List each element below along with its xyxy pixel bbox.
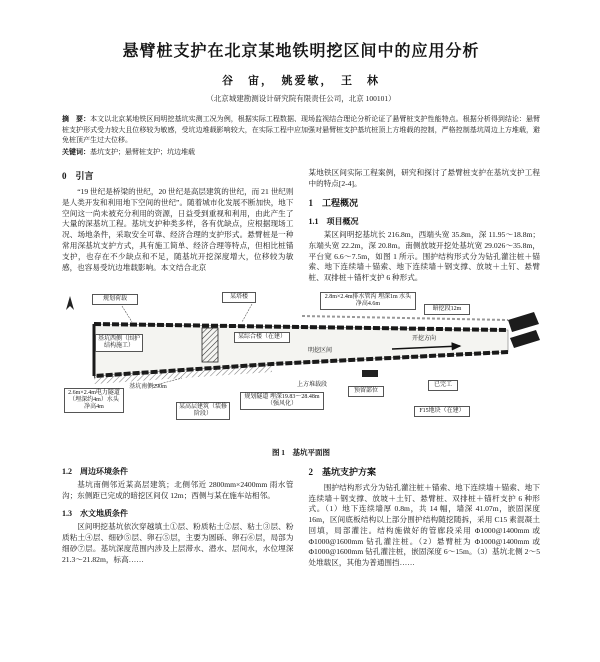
bottom-columns bbox=[62, 466, 540, 569]
fig-label-open-cut-section: 明挖区间 bbox=[307, 347, 332, 354]
authors-line: 谷 宙， 姚爱敏， 王 林 bbox=[222, 75, 380, 87]
left-column bbox=[62, 168, 294, 284]
fig-label-highrise: 某高层建筑（装修阶段） bbox=[176, 402, 230, 420]
abstract-label: 摘 要： bbox=[62, 115, 91, 123]
page-title: 悬臂桩支护在北京某地铁明挖区间中的应用分析 bbox=[122, 43, 480, 60]
intro-paragraph: “19 世纪是桥梁的世纪，20 世纪是高层建筑的世纪，而 21 世纪则是人类开发和利用地下空间的世纪”。随着城市化发展不断加快，地下空间这一尚未被充分利用的资源，日益受到重视和利用，由此产生了大量的深基坑工程。基坑支护种类多样，各有优缺点，应根据现场工况、场地条件，采取安全可靠、经济合理的支护形式。悬臂桩是一种常用深基坑支护方式，具有施工简单、经济合理等特点，但相比桩锚支护，也存在不少缺点和不足，随基坑开挖深度增大，位移较为敏感，也容易受坑边堆载影响。本文结合北京 bbox=[62, 187, 294, 272]
fig-label-f15-plot: F15地块（在建） bbox=[414, 406, 470, 417]
affiliation-line: （北京城建勘测设计研究院有限责任公司，北京 100101） bbox=[206, 94, 396, 103]
fig-label-complex-building: 某综合楼（在建） bbox=[234, 332, 290, 343]
fig-label-tower: 某塔楼 bbox=[222, 292, 256, 303]
keywords-block bbox=[62, 147, 540, 158]
keywords-text: 基坑支护；悬臂桩支护；坑边堆载 bbox=[90, 147, 195, 156]
right-column bbox=[309, 168, 541, 284]
surroundings-paragraph: 基坑南侧邻近某高层建筑；北侧邻近 2800mm×2400mm 雨水管沟；东侧距已完成的暗挖区间仅 12m；西侧与某在施车站相邻。 bbox=[62, 480, 294, 501]
fig-label-surcharge-zone: 上方堆载段 bbox=[296, 381, 327, 388]
fig-label-storm-drain: 2.8m×2.4m排水管沟 埋深1m 水头净高4.6m bbox=[320, 292, 416, 310]
section-1-2-heading: 1.2 周边环境条件 bbox=[62, 466, 128, 476]
figure-1-caption: 图 1 基坑平面图 bbox=[271, 447, 331, 457]
fig-label-power-tunnel: 2.6m×2.4m电力隧道（埋深约4m）水头净高4m bbox=[64, 388, 124, 413]
north-arrow-icon bbox=[66, 296, 74, 310]
fig-label-reserved-part: 预留部位 bbox=[348, 386, 384, 397]
fig-label-completed: 已完工 bbox=[428, 380, 458, 391]
fig-label-west-side: 基坑西侧（围护结构施工） bbox=[95, 334, 143, 352]
intro-continuation: 某地铁区间实际工程案例，研究和探讨了悬臂桩支护在基坑支护工程中的特点[2-4]。 bbox=[308, 168, 540, 189]
fig-label-south-side: 基坑南侧290m bbox=[129, 383, 167, 390]
project-overview-paragraph: 某区间明挖基坑长 216.8m，西端头宽 35.8m，深 11.95～18.8m；东端头宽 22.2m，深 20.8m。南侧放坡开挖处基坑宽 29.026～35.8m，平台宽 6.6～7.5m，如图 1 所示。围护结构形式分为钻孔灌注桩＋锚索、地下连续墙＋锚索、地下连续墙＋钢支撑、放坡＋土钉、悬臂桩、双排桩＋锚杆支护 6 种形式。 bbox=[308, 230, 540, 283]
section-0-heading: 0 引言 bbox=[62, 171, 94, 182]
abstract-block bbox=[62, 114, 540, 146]
section-1-heading: 1 工程概况 bbox=[308, 197, 359, 208]
bottom-right-column bbox=[309, 466, 541, 569]
figure-1-site-plan bbox=[62, 292, 540, 444]
abstract-text: 本文以北京某地铁区间明挖基坑实测工况为例，根据实际工程数据、现场监视结合理论分析论证了悬臂桩支护性能特点。根据分析得到结论：悬臂桩支护形式受力较大且位移较为敏感，受坑边堆载影响较大，在实际工程中应加强对悬臂桩支护基坑桩顶上方堆载的控制，严格控制基坑周边上方堆载，避免桩顶产生过大位移。 bbox=[62, 115, 541, 145]
fig-label-mined-section: 暗挖段12m bbox=[424, 304, 470, 315]
fig-label-planned-tunnel: 规划隧道 埋深19.83～28.48m（强风化） bbox=[240, 392, 324, 410]
fig-label-planned-load: 规划荷载 bbox=[92, 294, 138, 305]
bottom-left-column bbox=[62, 466, 294, 569]
section-2-heading: 2 基坑支护方案 bbox=[308, 466, 377, 477]
hydrogeology-paragraph: 区间明挖基坑依次穿越填土①层、粉质粘土②层、粘土③层、粉质粘土④层、细砂⑤层、卵石⑤层，主要为圆砾、卵石⑥层，局部为细砂⑦层。基坑深度范围内涉及上层滞水、潜水、层间水，水位埋深 21.3～21.82m，标高…… bbox=[62, 522, 294, 564]
middle-columns bbox=[62, 168, 540, 284]
section-1-3-heading: 1.3 水文地质条件 bbox=[62, 508, 128, 518]
support-scheme-paragraph: 围护结构形式分为钻孔灌注桩＋锚索、地下连续墙＋锚索、地下连续墙＋钢支撑、放坡＋土钉、悬臂桩、双排桩＋锚杆支护 6 种形式。（1）地下连续墙厚 0.8m，共 14 幅，墙深 41.07m，嵌固深度 16m，区间底板结构以上部分围护结构随挖随拆，采用 C15 素混凝土回填，局部灌注。结构施做好的管廊段采用 Φ1000@1400mm 或 Φ1000@1600mm 钻孔灌注桩。（2）悬臂桩为 Φ1000@1400mm 或 Φ1000@1600mm 钻孔灌注桩，嵌固深度 6～15m。（3）基坑北侧 2～5 处堆载区，其他为普通围挡…… bbox=[308, 482, 540, 568]
fig-label-excavation-direction: 开挖方向 bbox=[411, 335, 436, 342]
keywords-label: 关键词： bbox=[62, 147, 90, 156]
section-1-1-heading: 1.1 项目概况 bbox=[308, 216, 359, 226]
